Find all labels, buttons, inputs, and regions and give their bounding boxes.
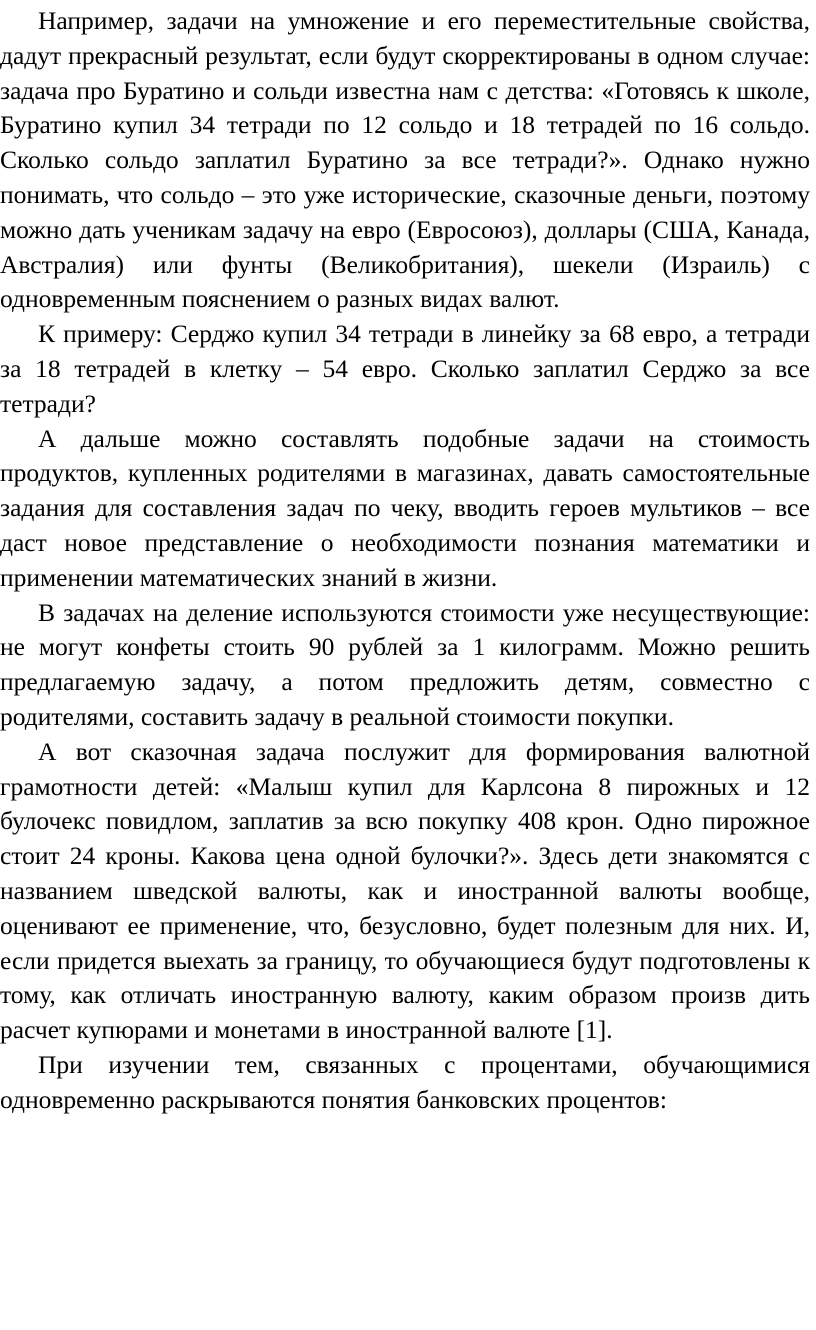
paragraph-5: А вот сказочная задача послужит для формирования валютной грамотности детей: «Малыш купил для Карлсона 8 пирожных и 12 булочекс повидлом, заплатив за всю покупку 408 крон. Одно пирожное стоит 24 кроны. Какова цена одной булочки?». Здесь дети знакомятся с названием шведской валюты, как и иностранной валюты вообще, оценивают ее применение, что, безусловно, будет полезным для них. И, если придется выехать за границу, то обучающиеся будут подготовлены к тому, как отличать иностранную валюту, каким образом произв дить расчет купюрами и монетами в иностранной валюте [1]. [0,736,810,1045]
paragraph-1: Например, задачи на умножение и его переместительные свойства, дадут прекрасный результат, если будут скорректированы в одном случае: задача про Буратино и сольди известна нам с детства: «Готовясь к школе, Буратино купил 34 тетради по 12 сольдо и 18 тетрадей по 16 сольдо. Сколько сольдо заплатил Буратино за все тетради?». Однако нужно понимать, что сольдо – это уже исторические, сказочные деньги, поэтому можно дать ученикам задачу на евро (Евросоюз), доллары (США, Канада, Австралия) или фунты (Великобритания), шекели (Израиль) с одновременным пояснением о разных видах валют. [0,6,810,314]
document-page [0,4,810,1118]
paragraph-2: К примеру: Серджо купил 34 тетради в линейку за 68 евро, а тетради за 18 тетрадей в клетку – 54 евро. Сколько заплатил Серджо за все тетради? [0,319,810,418]
paragraph-3: А дальше можно составлять подобные задачи на стоимость продуктов, купленных родителями в магазинах, давать самостоятельные задания для составления задач по чеку, вводить героев мультиков – все даст новое представление о необходимости познания математики и применении математических знаний в жизни. [0,423,810,592]
paragraph-6: При изучении тем, связанных с процентами, обучающимися одновременно раскрываются понятия банковских процентов: [0,1049,810,1114]
paragraph-4: В задачах на деление используются стоимости уже несуществующие: не могут конфеты стоить 90 рублей за 1 килограмм. Можно решить предлагаемую задачу, а потом предложить детям, совместно с родителями, составить задачу в реальной стоимости покупки. [0,597,810,731]
